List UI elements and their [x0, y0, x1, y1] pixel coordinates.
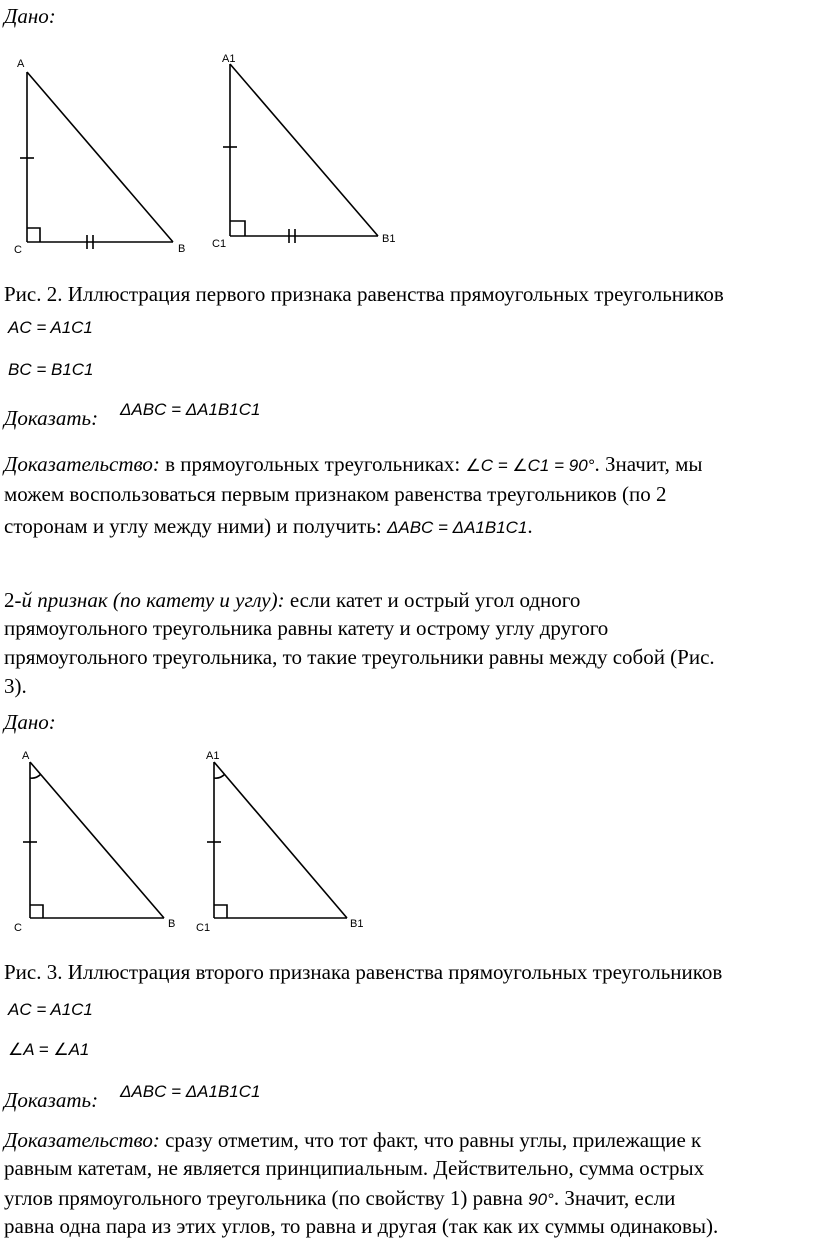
proof-line-2: можем воспользоваться первым признаком равенства треугольников (по 2: [4, 482, 667, 506]
vertex-a-label-2: A: [22, 750, 30, 762]
triangle-a1b1c1-1: [212, 53, 395, 250]
criterion-2-line-3: прямоугольного треугольника, то такие треугольники равны между собой (Рис.: [4, 645, 715, 669]
proof-line-3-text: сторонам и углу между ними) и получить:: [4, 514, 387, 538]
vertex-c1-label: C1: [212, 238, 227, 250]
vertex-b-label-2: B: [168, 918, 176, 930]
proof-2-line-1: [4, 1128, 701, 1152]
criterion-2-line-1: [4, 588, 580, 612]
given-2-text: BC = B1C1: [8, 360, 94, 379]
given-1-text: AC = A1C1: [8, 318, 93, 337]
criterion-2-number: 2: [4, 588, 15, 612]
proof-line-1: [4, 452, 703, 478]
figure-3-caption: Рис. 3. Иллюстрация второго признака равенства прямоугольных треугольников: [4, 960, 723, 984]
vertex-c1-label-2: C1: [196, 922, 211, 934]
prove-label-1: Доказать:: [4, 406, 99, 430]
figure-2-triangles: [0, 50, 420, 260]
criterion-2-line-2: прямоугольного треугольника равны катету и острому углу другого: [4, 616, 609, 640]
proof-label-2: Доказательство:: [4, 1128, 160, 1152]
vertex-b1-label: B1: [382, 233, 396, 245]
vertex-b-label: B: [178, 243, 186, 255]
proof-line-3: [4, 514, 533, 540]
criterion-2-text-1: если катет и острый угол одного: [284, 588, 581, 612]
triangle-abc-2: [14, 750, 175, 934]
proof-2-text-1: сразу отметим, что тот факт, что равны углы, прилежащие к: [159, 1128, 702, 1152]
given-ac-eq-a1c1-2: AC = A1C1: [8, 1000, 93, 1019]
triangle-abc-1: [14, 58, 185, 256]
vertex-c-label: C: [14, 244, 22, 256]
vertex-c-label-2: C: [14, 922, 22, 934]
vertex-a1-label: A1: [222, 53, 236, 65]
criterion-2-title: -й признак (по катету и углу):: [14, 588, 285, 612]
given-label-2: Дано:: [4, 710, 56, 734]
given-ac-eq-a1c1: [8, 318, 93, 338]
vertex-a1-label-2: A1: [206, 750, 220, 762]
triangle-a1b1c1-2: [196, 750, 363, 934]
proof-text-1: в прямоугольных треугольниках:: [159, 452, 466, 476]
proof-2-line-3: [4, 1186, 675, 1212]
proof-end-dot: .: [527, 514, 533, 538]
given-label-1: Дано:: [4, 4, 56, 28]
given-angle-a-eq-a1: ∠A = ∠A1: [8, 1040, 90, 1059]
proof-2-line-2: равным катетам, не является принципиальным. Действительно, сумма острых: [4, 1156, 705, 1180]
given-bc-eq-b1c1: [8, 360, 94, 380]
vertex-b1-label-2: B1: [350, 918, 364, 930]
vertex-a-label: A: [17, 58, 25, 70]
proof-label-1: Доказательство:: [4, 452, 160, 476]
proof-2-text-3b: . Значит, если: [553, 1186, 676, 1210]
proof-expression-angles: ∠C = ∠C1 = 90°: [465, 456, 595, 475]
figure-2-caption: Рис. 2. Иллюстрация первого признака равенства прямоугольных треугольников: [4, 282, 724, 306]
figure-3-triangles: [0, 745, 400, 945]
proof-2-expression-90: 90°: [528, 1190, 554, 1209]
proof-2-line-4: равна одна пара из этих углов, то равна и другая (так как их суммы одинаковы).: [4, 1214, 719, 1238]
proof-text-2: . Значит, мы: [594, 452, 703, 476]
criterion-2-line-4: 3).: [4, 674, 27, 698]
prove-expression-1: ΔABC = ΔA1B1C1: [120, 400, 261, 419]
prove-label-2: Доказать:: [4, 1088, 99, 1112]
prove-expression-2: ΔABC = ΔA1B1C1: [120, 1082, 261, 1101]
proof-2-text-3a: углов прямоугольного треугольника (по свойству 1) равна: [4, 1186, 529, 1210]
proof-expression-result: ΔABC = ΔA1B1C1: [386, 518, 528, 537]
